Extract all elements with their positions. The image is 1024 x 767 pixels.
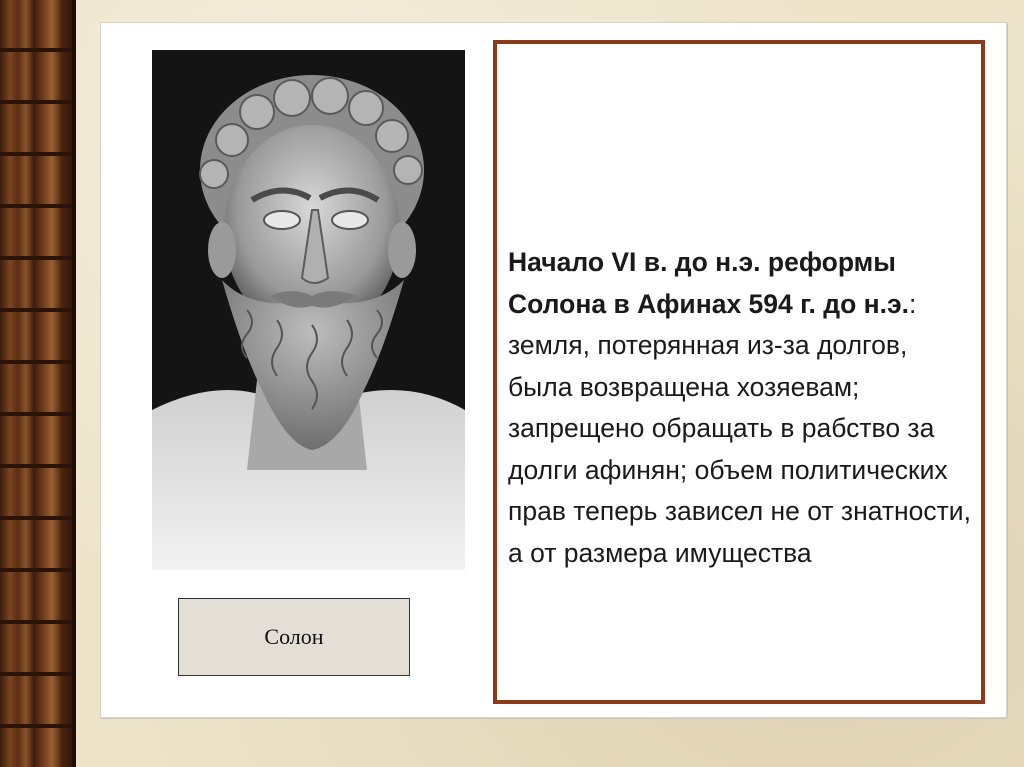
reform-description	[508, 242, 973, 574]
solon-bust-image	[152, 50, 465, 570]
decorative-bamboo-strip	[0, 0, 76, 767]
text-panel	[493, 40, 985, 704]
portrait-caption-box	[178, 598, 410, 676]
bust-illustration	[152, 50, 465, 570]
reform-heading: Начало VI в. до н.э. реформы Солона в Афинах 594 г. до н.э.	[508, 247, 909, 319]
reform-body: : земля, потерянная из-за долгов, была возвращена хозяевам; запрещено обращать в рабство за долги афинян; объем политических прав теперь зависел не от знатности, а от размера имущества	[508, 288, 971, 568]
portrait-caption: Солон	[264, 624, 324, 649]
